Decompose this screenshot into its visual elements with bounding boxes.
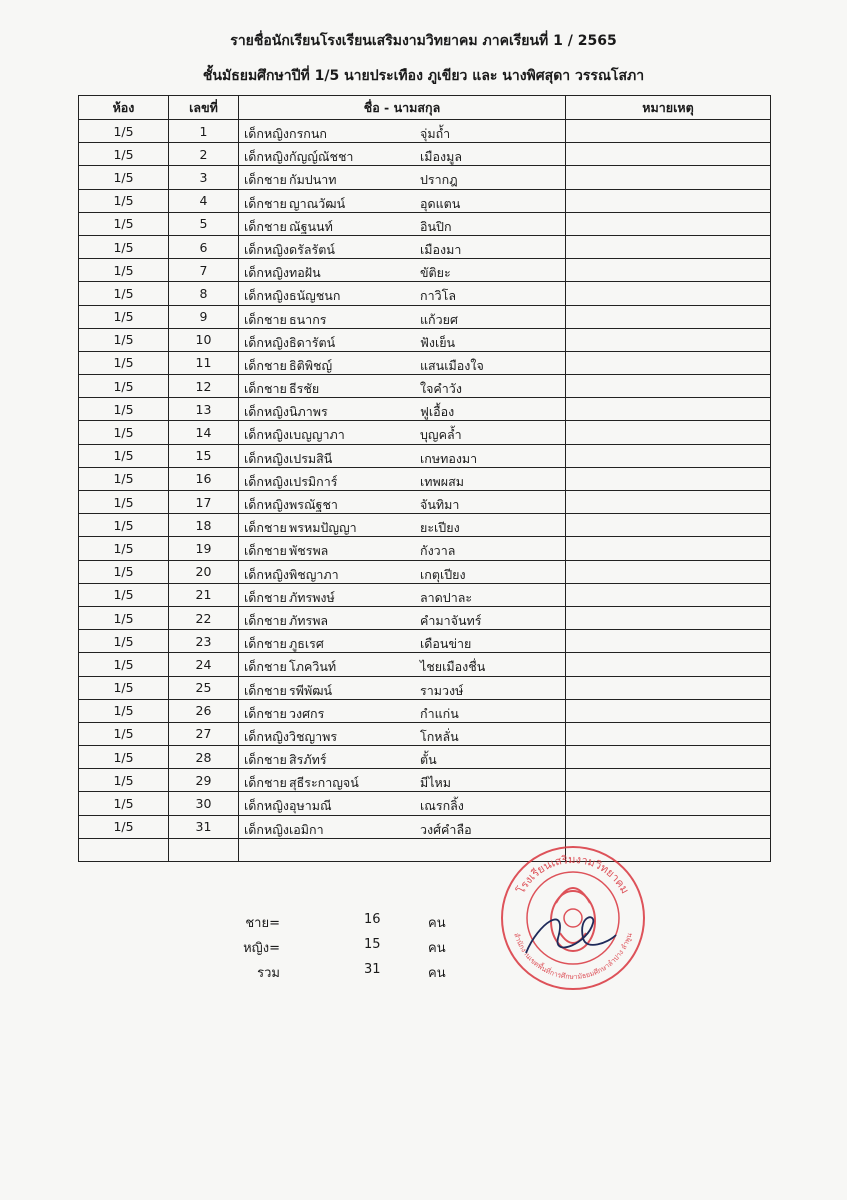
- cell-room: 1/5: [79, 491, 169, 514]
- cell-name: [239, 746, 566, 769]
- cell-remark: [566, 351, 771, 374]
- student-last-name: อินปิก: [420, 218, 452, 234]
- cell-name: [239, 583, 566, 606]
- table-row: [79, 514, 771, 537]
- cell-room: 1/5: [79, 769, 169, 792]
- cell-room: 1/5: [79, 722, 169, 745]
- student-title: เด็กชาย: [244, 589, 287, 605]
- student-first-name: พิชญาภา: [289, 566, 339, 582]
- student-first-name: ธนัญชนก: [289, 288, 341, 304]
- student-last-name: กังวาล: [420, 543, 456, 559]
- student-last-name: ตั้น: [420, 752, 437, 768]
- cell-number: 3: [169, 166, 239, 189]
- student-last-name: ฟังเย็น: [420, 334, 456, 350]
- cell-remark: [566, 235, 771, 258]
- cell-name: [239, 398, 566, 421]
- student-last-name: จันทิมา: [420, 497, 460, 512]
- student-last-name: มีไหม: [420, 775, 452, 791]
- student-first-name: ญาณวัฒน์: [289, 195, 346, 211]
- cell-number: 20: [169, 560, 239, 583]
- student-first-name: โภควินท์: [289, 659, 337, 675]
- header-name: ชื่อ - นามสกุล: [239, 96, 566, 120]
- student-title: เด็กชาย: [244, 172, 287, 188]
- student-last-name: บุญคล้ำ: [420, 427, 462, 443]
- student-first-name: เบญญาภา: [289, 427, 345, 443]
- cell-room: 1/5: [79, 166, 169, 189]
- cell-remark: [566, 722, 771, 745]
- summary-unit: คน: [428, 916, 446, 931]
- signature: [526, 917, 616, 953]
- cell-remark: [566, 398, 771, 421]
- student-title: เด็กหญิง: [244, 497, 289, 512]
- student-first-name: กัมปนาท: [289, 172, 337, 188]
- cell-room: 1/5: [79, 792, 169, 815]
- cell-name: [239, 653, 566, 676]
- student-title: เด็กชาย: [244, 659, 287, 675]
- cell-room: 1/5: [79, 235, 169, 258]
- table-row: [79, 259, 771, 282]
- student-title: เด็กชาย: [244, 311, 287, 327]
- student-first-name: ณัฐนนท์: [289, 218, 333, 234]
- table-row: [79, 606, 771, 629]
- cell-room: 1/5: [79, 560, 169, 583]
- cell-remark: [566, 328, 771, 351]
- student-title: เด็กหญิง: [244, 404, 289, 420]
- cell-number: 24: [169, 653, 239, 676]
- student-last-name: คำมาจันทร์: [420, 612, 482, 628]
- student-first-name: พัชรพล: [289, 543, 329, 559]
- cell-remark: [566, 212, 771, 235]
- student-title: เด็กชาย: [244, 636, 287, 652]
- student-last-name: เมืองมูล: [420, 149, 463, 165]
- table-row: [79, 328, 771, 351]
- student-last-name: ไชยเมืองชื่น: [420, 659, 486, 675]
- summary-unit: คน: [428, 941, 446, 956]
- student-first-name: ธิดารัตน์: [289, 334, 336, 350]
- student-last-name: จุ่มถ้ำ: [420, 126, 451, 141]
- cell-remark: [566, 653, 771, 676]
- student-title: เด็กหญิง: [244, 126, 289, 141]
- student-first-name: สิรภัทร์: [289, 752, 327, 768]
- student-roster-table: [78, 95, 771, 862]
- seal-top-text: โรงเรียนเสริมงามวิทยาคม: [514, 852, 632, 896]
- cell-remark: [566, 166, 771, 189]
- table-row: [79, 560, 771, 583]
- cell-name: [239, 815, 566, 838]
- cell-name: [239, 769, 566, 792]
- summary-value: 15: [364, 937, 381, 952]
- cell-room: 1/5: [79, 120, 169, 143]
- student-title: เด็กชาย: [244, 705, 287, 721]
- student-last-name: เกษทองมา: [420, 450, 478, 466]
- cell-number: 13: [169, 398, 239, 421]
- cell-number: 12: [169, 375, 239, 398]
- cell-room: 1/5: [79, 398, 169, 421]
- student-first-name: พรณัฐชา: [289, 497, 338, 512]
- cell-name: [239, 189, 566, 212]
- cell-room: 1/5: [79, 537, 169, 560]
- table-row: [79, 583, 771, 606]
- student-last-name: ลาดปาละ: [420, 589, 473, 605]
- summary-value: 16: [364, 912, 381, 927]
- cell-name: [239, 630, 566, 653]
- cell-remark: [566, 676, 771, 699]
- table-row: [79, 467, 771, 490]
- cell-remark: [566, 189, 771, 212]
- summary-label: หญิง=: [243, 941, 280, 956]
- student-last-name: เกตุเปียง: [420, 566, 466, 582]
- student-last-name: กำแก่น: [420, 705, 459, 721]
- cell-number: 21: [169, 583, 239, 606]
- cell-number: 29: [169, 769, 239, 792]
- student-last-name: ฟูเอื้อง: [420, 404, 455, 420]
- cell-room: 1/5: [79, 143, 169, 166]
- table-row: [79, 189, 771, 212]
- cell-number: 9: [169, 305, 239, 328]
- student-last-name: ยะเปียง: [420, 520, 460, 536]
- table-header-row: [79, 96, 771, 120]
- student-last-name: อุดแตน: [420, 195, 461, 211]
- cell-remark: [566, 560, 771, 583]
- student-last-name: รามวงษ์: [420, 682, 464, 698]
- cell-remark: [566, 259, 771, 282]
- cell-name: [239, 328, 566, 351]
- header-room: ห้อง: [79, 96, 169, 120]
- student-title: เด็กชาย: [244, 381, 287, 397]
- cell-name: [239, 166, 566, 189]
- cell-number: 10: [169, 328, 239, 351]
- student-first-name: ธนากร: [289, 311, 327, 327]
- student-last-name: เณรกลิ้ง: [420, 798, 464, 814]
- cell-room: 1/5: [79, 375, 169, 398]
- table-row: [79, 305, 771, 328]
- cell-name: [239, 143, 566, 166]
- cell-name: [239, 606, 566, 629]
- cell-remark: [566, 514, 771, 537]
- cell-remark: [566, 282, 771, 305]
- student-title: เด็กชาย: [244, 682, 287, 698]
- student-last-name: เทพผสม: [420, 473, 464, 489]
- cell-name: [239, 259, 566, 282]
- cell-number: 8: [169, 282, 239, 305]
- student-first-name: ธิติพิชญ์: [289, 357, 333, 373]
- student-title: เด็กหญิง: [244, 288, 289, 304]
- student-title: เด็กหญิง: [244, 149, 289, 165]
- table-row: [79, 792, 771, 815]
- school-seal-stamp: [498, 843, 648, 993]
- table-row: [79, 143, 771, 166]
- cell-room: 1/5: [79, 212, 169, 235]
- cell-room: 1/5: [79, 746, 169, 769]
- cell-remark: [566, 491, 771, 514]
- student-first-name: เปรมสินี: [289, 450, 333, 466]
- student-title: เด็กชาย: [244, 612, 287, 628]
- table-row: [79, 537, 771, 560]
- cell-remark: [566, 630, 771, 653]
- cell-name: [239, 491, 566, 514]
- cell-name: [239, 120, 566, 143]
- summary-row-female: [240, 937, 480, 962]
- table-row: [79, 444, 771, 467]
- table-row: [79, 722, 771, 745]
- student-title: เด็กชาย: [244, 543, 287, 559]
- cell-room: 1/5: [79, 467, 169, 490]
- student-title: เด็กหญิง: [244, 265, 289, 281]
- cell-name: [239, 235, 566, 258]
- student-first-name: ภัทรพงษ์: [289, 589, 335, 605]
- cell-number: 28: [169, 746, 239, 769]
- student-first-name: เปรมิการ์: [289, 473, 338, 489]
- cell-remark: [566, 792, 771, 815]
- cell-number: 7: [169, 259, 239, 282]
- student-last-name: เมืองมา: [420, 241, 462, 257]
- cell-name: [239, 514, 566, 537]
- student-title: เด็กชาย: [244, 520, 287, 536]
- cell-number: 5: [169, 212, 239, 235]
- cell-room: 1/5: [79, 305, 169, 328]
- cell-remark: [566, 815, 771, 838]
- cell-name: [239, 676, 566, 699]
- cell-name: [239, 375, 566, 398]
- summary-unit: คน: [428, 966, 446, 981]
- table-body: [79, 120, 771, 862]
- student-first-name: เอมิกา: [289, 821, 324, 837]
- cell-name: [239, 537, 566, 560]
- cell-number: 1: [169, 120, 239, 143]
- summary-row-total: [240, 962, 480, 987]
- student-title: เด็กชาย: [244, 752, 287, 768]
- cell-room: 1/5: [79, 444, 169, 467]
- cell-room: 1/5: [79, 815, 169, 838]
- table-row: [79, 120, 771, 143]
- student-last-name: โกหลั่น: [420, 728, 459, 744]
- student-last-name: ใจคำวัง: [420, 381, 462, 397]
- student-first-name: กัญญ์ณัชชา: [289, 149, 354, 165]
- table-row: [79, 491, 771, 514]
- cell-name: [239, 560, 566, 583]
- cell-room: 1/5: [79, 189, 169, 212]
- cell-remark: [566, 583, 771, 606]
- student-last-name: ขัติยะ: [420, 265, 451, 281]
- cell-number: 25: [169, 676, 239, 699]
- student-title: เด็กหญิง: [244, 566, 289, 582]
- summary-label: ชาย=: [245, 916, 280, 931]
- cell-remark: [566, 467, 771, 490]
- cell-number: 22: [169, 606, 239, 629]
- cell-remark: [566, 305, 771, 328]
- cell-number: 15: [169, 444, 239, 467]
- cell-number: 14: [169, 421, 239, 444]
- student-title: เด็กหญิง: [244, 427, 289, 443]
- cell-room: [79, 838, 169, 861]
- table-row: [79, 746, 771, 769]
- header-remark: หมายเหตุ: [566, 96, 771, 120]
- student-title: เด็กชาย: [244, 357, 287, 373]
- table-row: [79, 166, 771, 189]
- header-number: เลขที่: [169, 96, 239, 120]
- cell-room: 1/5: [79, 583, 169, 606]
- table-row: [79, 212, 771, 235]
- student-first-name: ภัทรพล: [289, 612, 329, 628]
- cell-number: 16: [169, 467, 239, 490]
- cell-remark: [566, 746, 771, 769]
- student-first-name: กรกนก: [289, 126, 327, 141]
- student-first-name: ดรัลรัตน์: [289, 241, 335, 257]
- cell-room: 1/5: [79, 421, 169, 444]
- student-first-name: วิชญาพร: [289, 728, 338, 744]
- student-title: เด็กชาย: [244, 218, 287, 234]
- cell-name: [239, 351, 566, 374]
- cell-remark: [566, 769, 771, 792]
- table-row: [79, 815, 771, 838]
- cell-name: [239, 699, 566, 722]
- cell-room: 1/5: [79, 514, 169, 537]
- student-title: เด็กชาย: [244, 775, 287, 791]
- table-row: [79, 282, 771, 305]
- page-subtitle: ชั้นมัธยมศึกษาปีที่ 1/5 นายประเทือง ภูเขียว และ นางพิศสุดา วรรณโสภา: [202, 68, 645, 84]
- table-row: [79, 398, 771, 421]
- cell-name: [239, 722, 566, 745]
- student-first-name: สุธีระกาญจน์: [289, 775, 359, 791]
- cell-room: 1/5: [79, 351, 169, 374]
- cell-number: 6: [169, 235, 239, 258]
- student-last-name: ปรากฎ: [420, 172, 458, 188]
- cell-room: 1/5: [79, 653, 169, 676]
- student-last-name: แก้วยศ: [420, 311, 458, 327]
- cell-name: [239, 792, 566, 815]
- student-title: เด็กชาย: [244, 195, 287, 211]
- cell-room: 1/5: [79, 259, 169, 282]
- cell-number: 26: [169, 699, 239, 722]
- cell-remark: [566, 143, 771, 166]
- seal-bottom-text: สำนักงานเขตพื้นที่การศึกษามัธยมศึกษาลำปาง ลำพูน: [512, 931, 634, 982]
- table-row-empty: [79, 838, 771, 861]
- cell-number: 19: [169, 537, 239, 560]
- student-title: เด็กหญิง: [244, 821, 289, 837]
- cell-name: [239, 421, 566, 444]
- student-title: เด็กหญิง: [244, 728, 289, 744]
- student-first-name: นิภาพร: [289, 404, 328, 420]
- cell-remark: [566, 444, 771, 467]
- table-row: [79, 351, 771, 374]
- table-row: [79, 235, 771, 258]
- student-last-name: กาวิโล: [420, 288, 456, 304]
- cell-number: 23: [169, 630, 239, 653]
- summary-value: 31: [364, 962, 381, 977]
- student-first-name: พรหมปัญญา: [289, 520, 357, 536]
- cell-remark: [566, 375, 771, 398]
- summary-row-male: [240, 912, 480, 937]
- cell-name: [239, 444, 566, 467]
- cell-number: 27: [169, 722, 239, 745]
- cell-number: 18: [169, 514, 239, 537]
- gender-summary: [240, 912, 480, 987]
- student-title: เด็กหญิง: [244, 334, 289, 350]
- student-first-name: รพีพัฒน์: [289, 682, 333, 698]
- cell-number: 31: [169, 815, 239, 838]
- student-title: เด็กหญิง: [244, 473, 289, 489]
- summary-label: รวม: [257, 966, 280, 981]
- cell-number: 11: [169, 351, 239, 374]
- cell-number: 30: [169, 792, 239, 815]
- cell-number: 17: [169, 491, 239, 514]
- cell-name: [239, 282, 566, 305]
- table-row: [79, 676, 771, 699]
- student-first-name: ทอฝัน: [289, 265, 321, 281]
- student-first-name: อุษามณี: [289, 798, 332, 814]
- student-last-name: วงศ์คำลือ: [420, 821, 472, 837]
- table-row: [79, 421, 771, 444]
- cell-room: 1/5: [79, 630, 169, 653]
- student-first-name: วงศกร: [289, 705, 325, 721]
- cell-name: [239, 305, 566, 328]
- cell-room: 1/5: [79, 328, 169, 351]
- cell-name: [239, 467, 566, 490]
- table-row: [79, 699, 771, 722]
- cell-number: 2: [169, 143, 239, 166]
- cell-remark: [566, 699, 771, 722]
- student-title: เด็กหญิง: [244, 241, 289, 257]
- cell-remark: [566, 606, 771, 629]
- cell-remark: [566, 120, 771, 143]
- table-row: [79, 630, 771, 653]
- cell-name: [239, 212, 566, 235]
- student-title: เด็กหญิง: [244, 798, 289, 814]
- cell-room: 1/5: [79, 282, 169, 305]
- cell-number: [169, 838, 239, 861]
- table-row: [79, 769, 771, 792]
- cell-room: 1/5: [79, 606, 169, 629]
- student-title: เด็กหญิง: [244, 450, 289, 466]
- student-last-name: แสนเมืองใจ: [420, 357, 484, 373]
- student-first-name: ธีรชัย: [289, 381, 320, 397]
- table-row: [79, 375, 771, 398]
- cell-remark: [566, 537, 771, 560]
- table-row: [79, 653, 771, 676]
- cell-room: 1/5: [79, 699, 169, 722]
- cell-remark: [566, 421, 771, 444]
- cell-number: 4: [169, 189, 239, 212]
- student-first-name: ภูธเรศ: [289, 636, 324, 652]
- page-title: รายชื่อนักเรียนโรงเรียนเสริมงามวิทยาคม ภาคเรียนที่ 1 / 2565: [230, 33, 617, 49]
- cell-room: 1/5: [79, 676, 169, 699]
- student-last-name: เดือนข่าย: [420, 636, 472, 652]
